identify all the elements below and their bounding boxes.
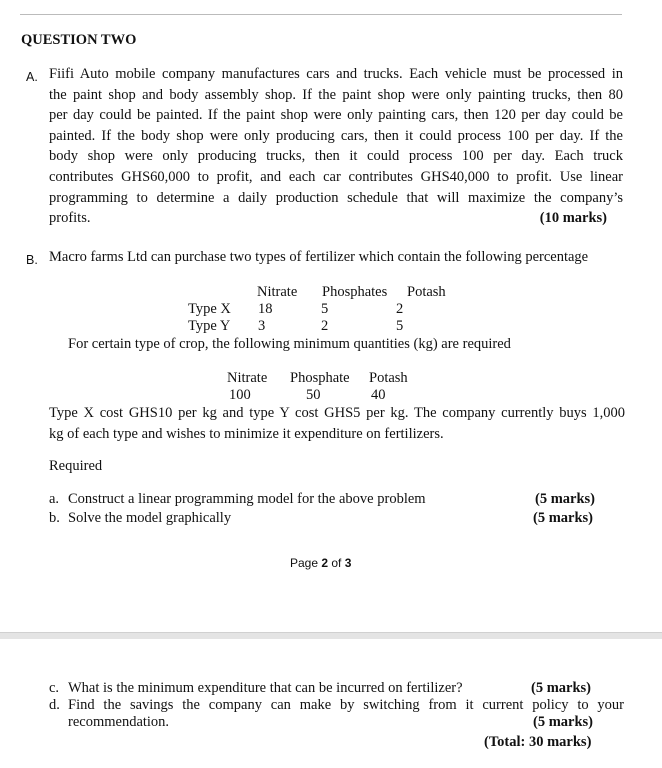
- crop-requirement-text: For certain type of crop, the following minimum quantities (kg) are required: [68, 336, 511, 352]
- part-a-marker: A.: [26, 70, 38, 84]
- part-a-line: Fiifi Auto mobile company manufactures cars and trucks. Each vehicle must be processed in: [49, 66, 623, 82]
- item-c-marks: (5 marks): [531, 680, 592, 696]
- table1-header-phosphates: Phosphates: [322, 284, 388, 300]
- total-marks: (Total: 30 marks): [484, 734, 592, 750]
- table2-value: 100: [229, 387, 251, 403]
- part-a-line: body shop were only producing trucks, then it could process 100 per day. Each truck: [49, 148, 623, 165]
- table1-cell: 3: [258, 318, 266, 334]
- item-d-line1: Find the savings the company can make by switching from it current policy to your: [68, 697, 624, 713]
- item-d-marker: d.: [49, 697, 60, 713]
- item-c-text: What is the minimum expenditure that can be incurred on fertilizer?: [68, 680, 463, 696]
- item-d-line2: recommendation.: [68, 714, 170, 730]
- page-total: 3: [344, 556, 352, 570]
- item-a-text: Construct a linear programming model for the above problem: [68, 491, 426, 507]
- part-a-last-line: [49, 208, 623, 229]
- table1-cell: 2: [396, 301, 404, 317]
- part-b-marker: B.: [26, 253, 38, 267]
- table2-header-potash: Potash: [369, 370, 408, 386]
- page-middle: of: [328, 556, 345, 570]
- question-title: QUESTION TWO: [21, 32, 137, 48]
- part-a-line: contributes GHS60,000 to profit, and each car contributes GHS40,000 to profit. Use linear: [49, 168, 623, 185]
- table1-row-label: Type Y: [188, 318, 231, 334]
- item-a-marks: (5 marks): [535, 491, 596, 507]
- table1-row-label: Type X: [188, 301, 231, 317]
- page-break: [0, 632, 662, 639]
- top-divider: [20, 14, 622, 15]
- table1-header-nitrate: Nitrate: [257, 284, 298, 300]
- table1-cell: 5: [321, 301, 329, 317]
- item-a-marker: a.: [49, 491, 60, 507]
- part-a-line: programming to determine a daily production schedule that will maximize the company’s: [49, 189, 623, 206]
- part-a-line: the paint shop and body assembly shop. If the paint shop were only painting trucks, then 80: [49, 86, 623, 103]
- part-a-marks: (10 marks): [539, 210, 607, 227]
- item-d-marks: (5 marks): [533, 714, 594, 730]
- part-b-intro: Macro farms Ltd can purchase two types of fertilizer which contain the following percentage: [49, 249, 589, 265]
- table2-header-nitrate: Nitrate: [227, 370, 268, 386]
- item-b-marks: (5 marks): [533, 510, 594, 526]
- table1-cell: 2: [321, 318, 329, 334]
- page-current: 2: [321, 556, 329, 570]
- item-c-marker: c.: [49, 680, 60, 696]
- table2-header-phosphate: Phosphate: [290, 370, 350, 386]
- item-b-text: Solve the model graphically: [68, 510, 232, 526]
- table1-header-potash: Potash: [407, 284, 446, 300]
- cost-line: kg of each type and wishes to minimize it expenditure on fertilizers.: [49, 425, 444, 442]
- table1-cell: 18: [258, 301, 273, 317]
- page-number: [290, 556, 351, 570]
- required-label: Required: [49, 458, 103, 474]
- part-a-last-text: profits.: [49, 210, 91, 227]
- item-b-marker: b.: [49, 510, 60, 526]
- part-a-line: per day could be painted. If the paint shop were only painting cars, then 120 per day could be: [49, 107, 623, 124]
- cost-paragraph: [49, 403, 625, 444]
- table2-value: 40: [371, 387, 386, 403]
- page-prefix: Page: [290, 556, 322, 570]
- part-a-paragraph: [49, 64, 623, 229]
- cost-line: Type X cost GHS10 per kg and type Y cost GHS5 per kg. The company currently buys 1,000: [49, 405, 625, 421]
- table2-value: 50: [306, 387, 321, 403]
- part-a-line: painted. If the body shop were only producing cars, then it could process 100 per day. If the: [49, 127, 623, 144]
- table1-cell: 5: [396, 318, 404, 334]
